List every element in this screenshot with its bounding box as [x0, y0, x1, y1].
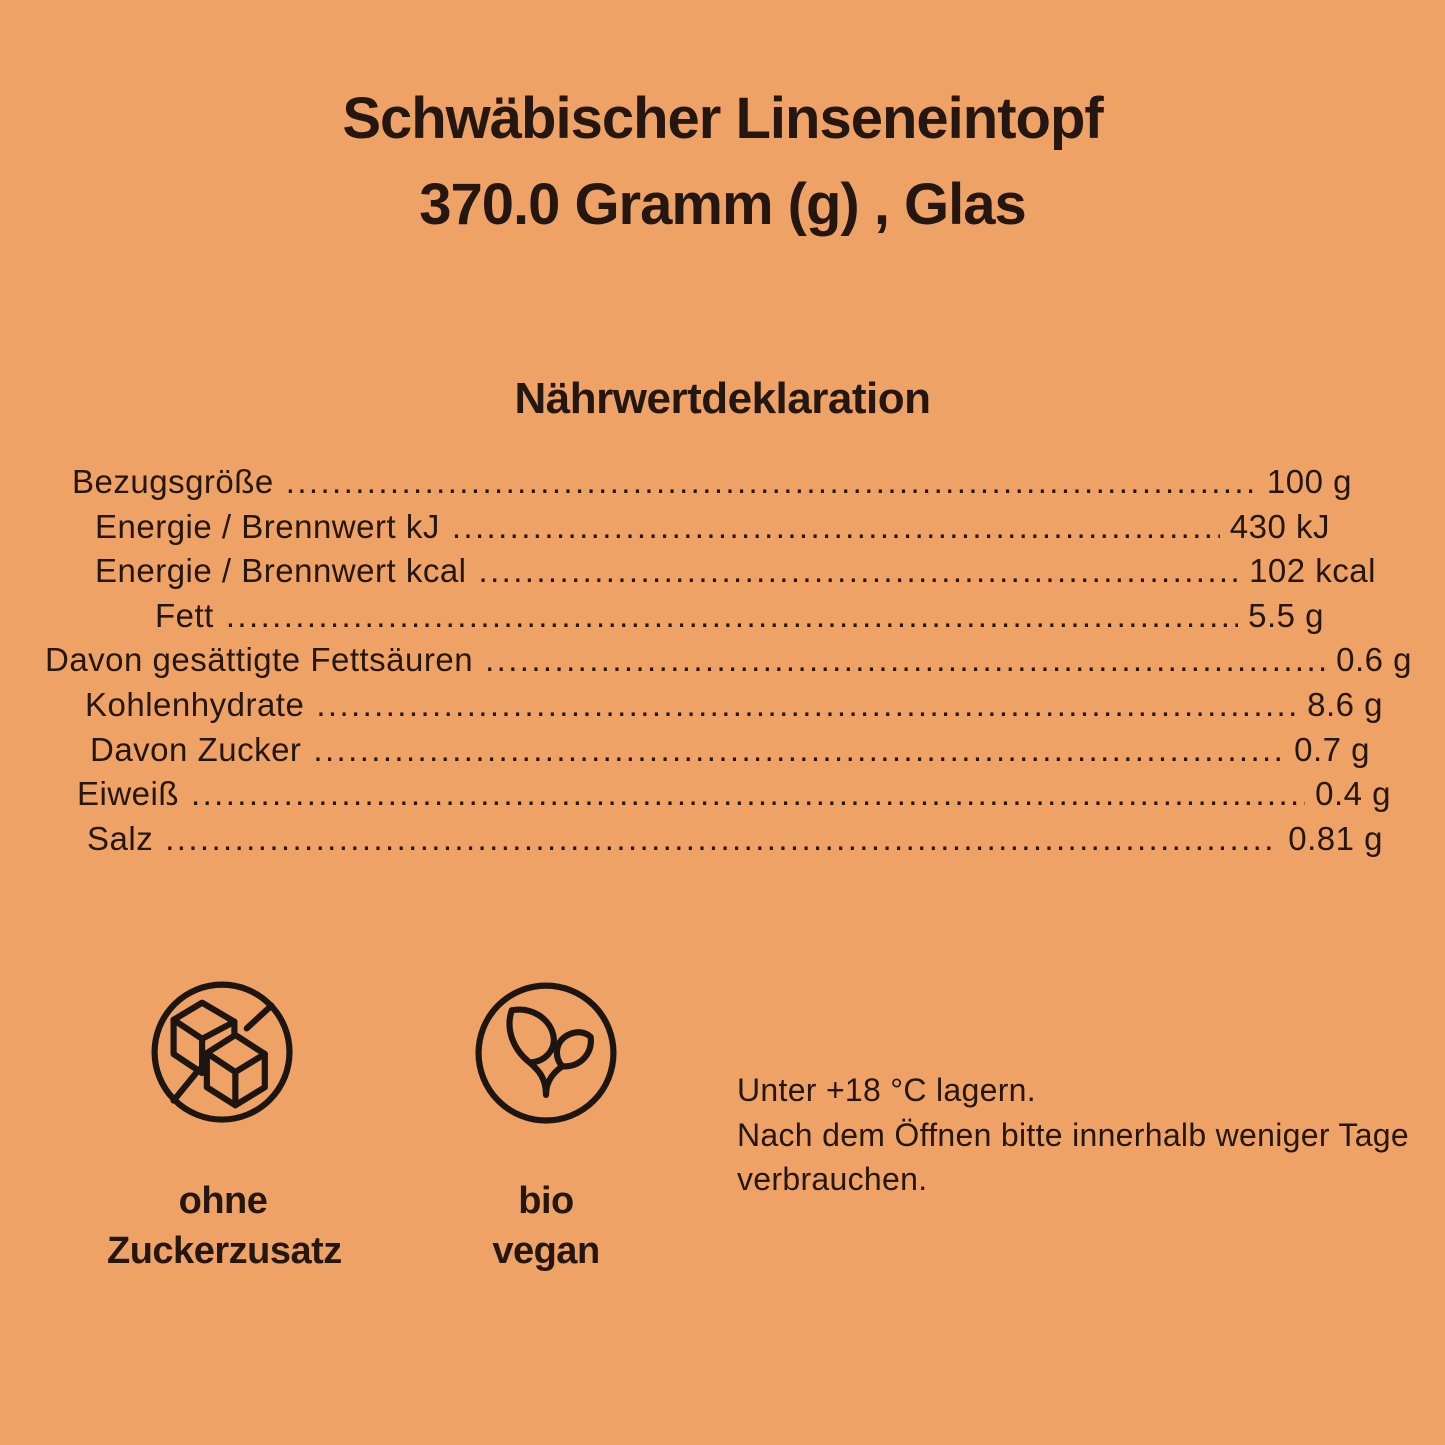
- nutrition-table: [45, 463, 1412, 864]
- dot-leader: [313, 731, 1284, 769]
- nutrient-value: 100 g: [1266, 463, 1352, 500]
- product-title: Schwäbischer Linseneintopf: [342, 86, 1103, 151]
- nutrient-value: 8.6 g: [1307, 685, 1383, 723]
- nutrient-label: Eiweiß: [77, 775, 180, 813]
- nutrient-value: 430 kJ: [1229, 507, 1330, 545]
- table-row: [45, 463, 1412, 508]
- badge-label: ohne Zuckerzusatz: [107, 1180, 342, 1272]
- badge-no-added-sugar: [107, 978, 342, 1276]
- nutrient-label: Bezugsgröße: [72, 463, 274, 500]
- table-row: [45, 508, 1412, 553]
- no-added-sugar-icon: [107, 978, 339, 1130]
- dot-leader: [191, 775, 1305, 813]
- nutrient-value: 0.6 g: [1336, 641, 1412, 679]
- nutrient-value: 5.5 g: [1248, 596, 1324, 634]
- badge-bio-vegan: [430, 978, 662, 1276]
- dot-leader: [485, 641, 1326, 679]
- table-row: [45, 686, 1412, 731]
- title-block: [0, 76, 1445, 248]
- table-row: [45, 552, 1412, 597]
- nutrient-label: Energie / Brennwert kJ: [95, 507, 440, 545]
- nutrient-label: Energie / Brennwert kcal: [95, 552, 467, 590]
- nutrient-value: 0.81 g: [1288, 819, 1383, 857]
- dot-leader: [452, 508, 1220, 546]
- table-row: [45, 820, 1412, 865]
- nutrient-label: Fett: [155, 596, 214, 634]
- dot-leader: [479, 552, 1240, 590]
- nutrient-value: 0.7 g: [1294, 730, 1370, 768]
- dot-leader: [316, 686, 1297, 724]
- nutrition-heading: Nährwertdeklaration: [514, 374, 931, 423]
- badge-label: bio vegan: [492, 1180, 600, 1272]
- nutrient-value: 102 kcal: [1249, 552, 1376, 590]
- nutrient-value: 0.4 g: [1315, 775, 1391, 813]
- table-row: [45, 775, 1412, 820]
- table-row: [45, 641, 1412, 686]
- table-row: [45, 597, 1412, 642]
- bio-vegan-leaves-icon: [430, 978, 662, 1130]
- storage-note: Unter +18 °C lagern. Nach dem Öffnen bitte innerhalb weniger Tage verbrauchen.: [737, 1072, 1409, 1197]
- dot-leader: [286, 463, 1257, 501]
- dot-leader: [226, 597, 1238, 635]
- nutrient-label: Salz: [87, 819, 154, 857]
- nutrient-label: Davon Zucker: [90, 730, 302, 768]
- nutrient-label: Davon gesättigte Fettsäuren: [45, 641, 474, 679]
- table-row: [45, 731, 1412, 776]
- nutrient-label: Kohlenhydrate: [85, 685, 305, 723]
- product-size: 370.0 Gramm (g) , Glas: [419, 172, 1026, 237]
- dot-leader: [165, 820, 1278, 858]
